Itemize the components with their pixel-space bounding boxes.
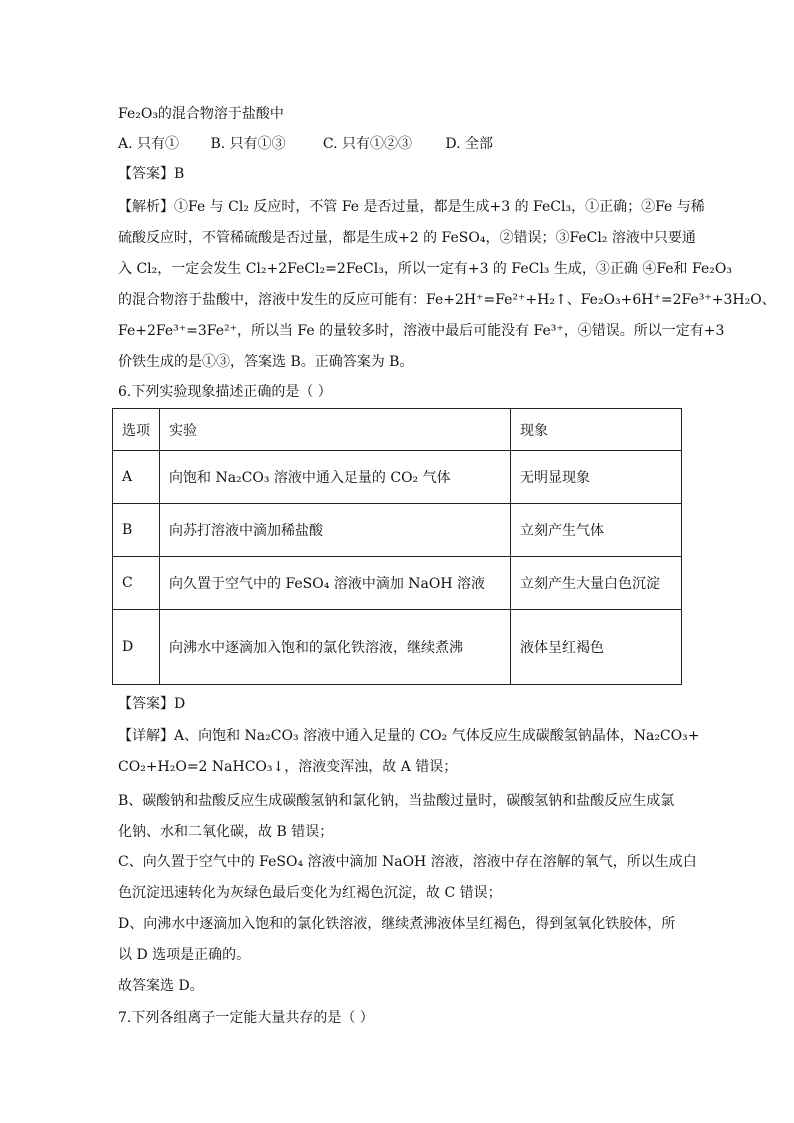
q6-detail-line: 化钠、水和二氧化碳，故 B 错误；	[118, 824, 334, 840]
q5-answer: 【答案】B	[118, 166, 185, 182]
table-cell: 向沸水中逐滴加入饱和的氯化铁溶液，继续煮沸	[160, 610, 511, 685]
q5-analysis-line: 入 Cl₂，一定会发生 Cl₂+2FeCl₂=2FeCl₃，所以一定有+3 的 FeCl₃ 生成，③正确 ④Fe和 Fe₂O₃	[118, 261, 732, 277]
q6-detail-line: 【详解】A、向饱和 Na₂CO₃ 溶液中通入足量的 CO₂ 气体反应生成碳酸氢钠晶体，Na₂CO₃+	[118, 728, 700, 744]
table-cell: C	[113, 557, 160, 610]
q5-options	[118, 134, 493, 154]
q5-option-c: C. 只有①②③	[322, 136, 413, 152]
q6-detail-line: CO₂+H₂O=2 NaHCO₃↓，溶液变浑浊，故 A 错误；	[118, 759, 458, 775]
q6-detail-line: C、向久置于空气中的 FeSO₄ 溶液中滴加 NaOH 溶液，溶液中存在溶解的氧气，所以生成白	[118, 854, 697, 870]
table-row	[113, 451, 682, 504]
q6-detail-line: D、向沸水中逐滴加入饱和的氯化铁溶液，继续煮沸液体呈红褐色，得到氢氧化铁胶体，所	[118, 916, 676, 932]
table-cell: 液体呈红褐色	[511, 610, 682, 685]
table-header: 选项	[113, 409, 160, 451]
table-header: 现象	[511, 409, 682, 451]
q6-answer: 【答案】D	[118, 696, 186, 712]
intro-line: Fe₂O₃的混合物溶于盐酸中	[118, 106, 284, 122]
table-cell: 向饱和 Na₂CO₃ 溶液中通入足量的 CO₂ 气体	[160, 451, 511, 504]
q6-detail-line: 色沉淀迅速转化为灰绿色最后变化为红褐色沉淀，故 C 错误；	[118, 885, 502, 901]
table-row	[113, 610, 682, 685]
table-header: 实验	[160, 409, 511, 451]
q5-analysis-line: Fe+2Fe³⁺=3Fe²⁺，所以当 Fe 的量较多时，溶液中最后可能没有 Fe³⁺，④错误。所以一定有+3	[118, 323, 725, 339]
q5-option-a: A. 只有①	[118, 136, 180, 152]
q7-stem: 7.下列各组离子一定能大量共存的是（ ）	[118, 1010, 374, 1026]
q6-conclusion: 故答案选 D。	[118, 978, 204, 994]
q6-table	[112, 408, 682, 685]
table-row	[113, 557, 682, 610]
q5-analysis-line: 硫酸反应时，不管稀硫酸是否过量，都是生成+2 的 FeSO₄，②错误；③FeCl₂ 溶液中只要通	[118, 230, 696, 246]
q6-detail-line: 以 D 选项是正确的。	[118, 947, 251, 963]
q5-option-d: D. 全部	[445, 136, 493, 152]
table-cell: 立刻产生气体	[511, 504, 682, 557]
q5-option-b: B. 只有①③	[210, 136, 286, 152]
q6-stem: 6.下列实验现象描述正确的是（ ）	[118, 384, 332, 400]
table-cell: B	[113, 504, 160, 557]
q5-analysis-line: 【解析】①Fe 与 Cl₂ 反应时，不管 Fe 是否过量，都是生成+3 的 FeCl₃，①正确；②Fe 与稀	[118, 199, 705, 215]
table-cell: 无明显现象	[511, 451, 682, 504]
q6-detail-line: B、碳酸钠和盐酸反应生成碳酸氢钠和氯化钠，当盐酸过量时，碳酸氢钠和盐酸反应生成氯	[118, 793, 675, 809]
table-cell: 立刻产生大量白色沉淀	[511, 557, 682, 610]
table-row	[113, 504, 682, 557]
table-cell: D	[113, 610, 160, 685]
table-cell: A	[113, 451, 160, 504]
table-cell: 向苏打溶液中滴加稀盐酸	[160, 504, 511, 557]
table-cell: 向久置于空气中的 FeSO₄ 溶液中滴加 NaOH 溶液	[160, 557, 511, 610]
q5-analysis-line: 价铁生成的是①③，答案选 B。正确答案为 B。	[118, 354, 414, 370]
q5-analysis-line: 的混合物溶于盐酸中，溶液中发生的反应可能有：Fe+2H⁺=Fe²⁺+H₂↑、Fe₂O₃+6H⁺=2Fe³⁺+3H₂O、	[118, 292, 776, 308]
table-header-row	[113, 409, 682, 451]
